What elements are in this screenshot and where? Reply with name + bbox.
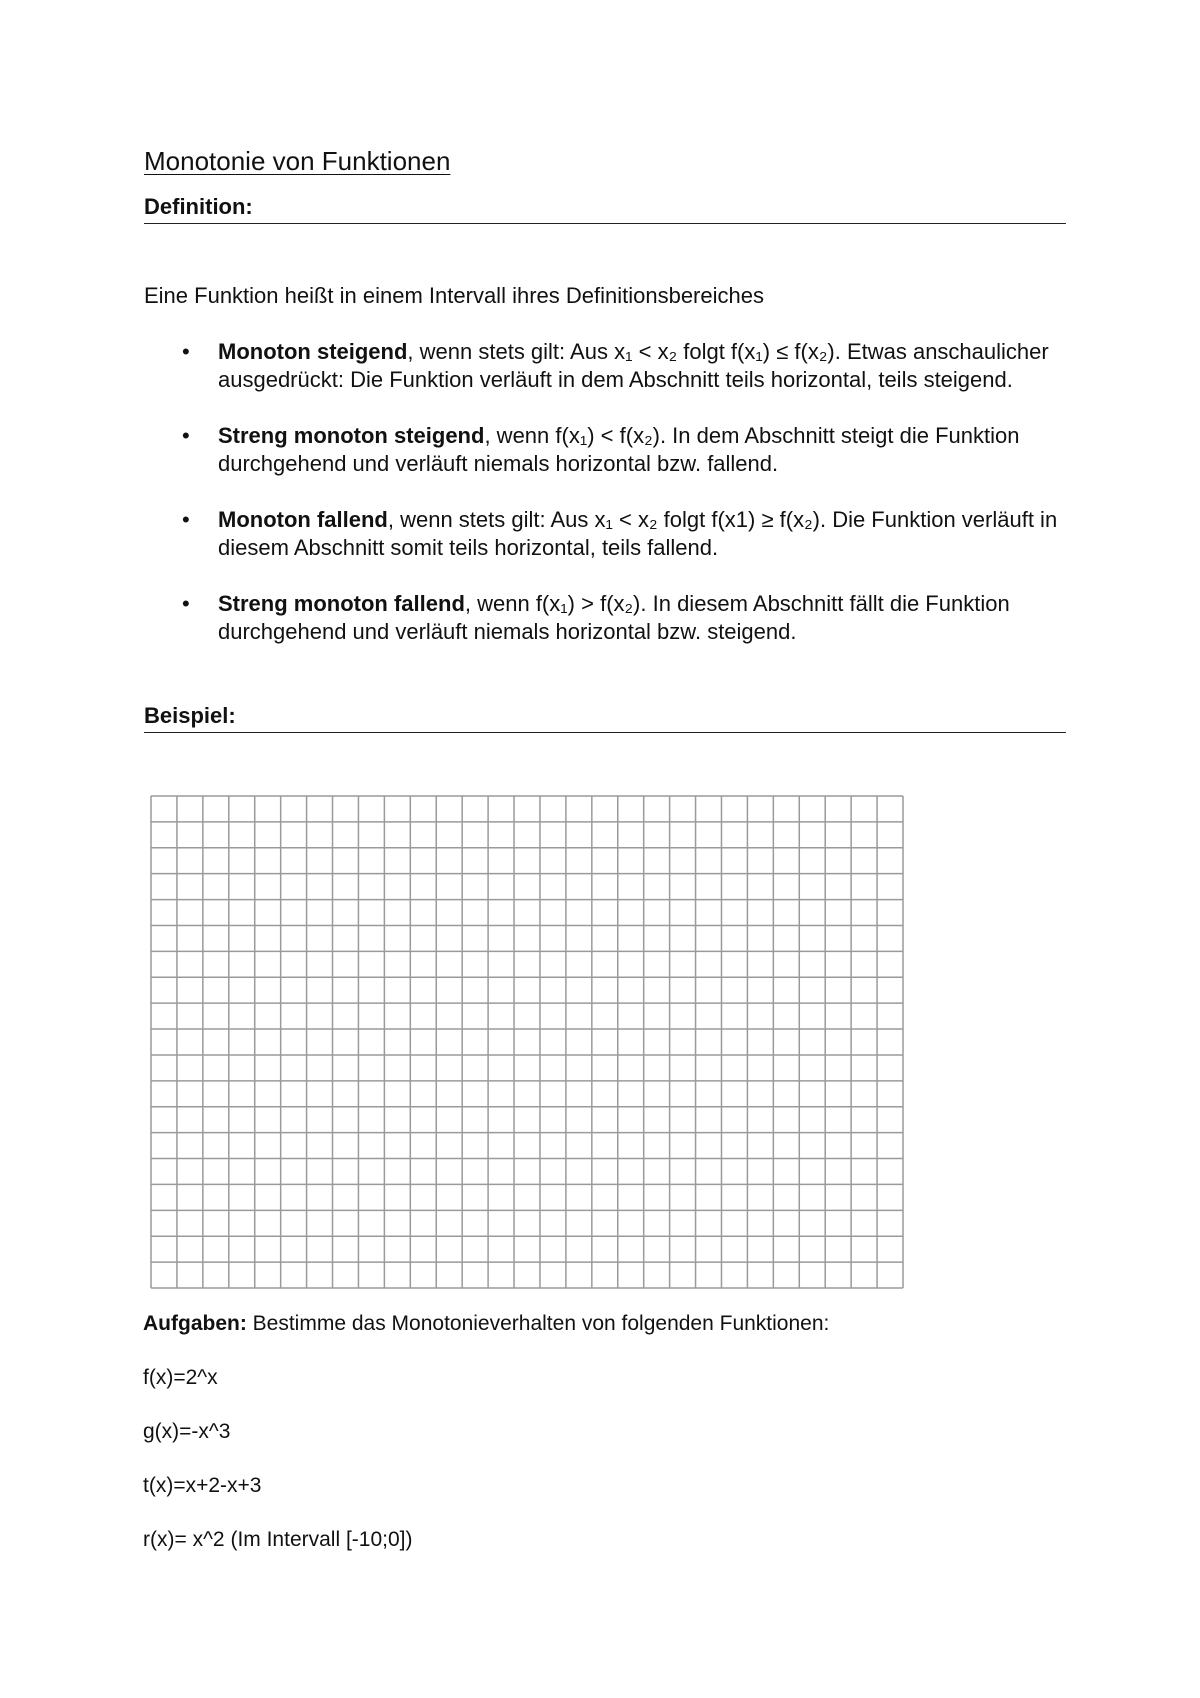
function-t: t(x)=x+2-x+3: [143, 1474, 262, 1497]
list-item: [144, 590, 1074, 646]
graph-grid-svg: [150, 795, 904, 1289]
term-streng-monoton-steigend: Streng monoton steigend: [218, 423, 485, 448]
term-monoton-steigend: Monoton steigend: [218, 339, 408, 364]
list-item: [144, 338, 1074, 394]
term-monoton-fallend: Monoton fallend: [218, 507, 388, 532]
tasks-line: [143, 1312, 829, 1336]
term-streng-monoton-fallend: Streng monoton fallend: [218, 591, 465, 616]
list-item: [144, 506, 1074, 562]
function-r: r(x)= x^2 (Im Intervall [-10;0]): [143, 1528, 413, 1551]
definition-text: , wenn f(x₁) < f(x₂). In dem Abschnitt steigt die Funktion durchgehend und verläuft niemals horizontal bzw. fallend.: [218, 423, 1020, 476]
definition-text: , wenn stets gilt: Aus x₁ < x₂ folgt f(x₁) ≤ f(x₂). Etwas anschaulicher ausgedrückt: Die Funktion verläuft in dem Abschnitt teils horizontal, teils steigend.: [218, 339, 1049, 392]
list-item: [144, 422, 1074, 478]
definition-list: [144, 338, 1074, 674]
bullet-icon: •: [182, 339, 190, 364]
bullet-icon: •: [182, 507, 190, 532]
tasks-label: Aufgaben:: [143, 1312, 247, 1335]
bullet-icon: •: [182, 423, 190, 448]
page-title: Monotonie von Funktionen: [144, 146, 451, 176]
graph-grid[interactable]: [150, 795, 904, 1294]
definition-intro: Eine Funktion heißt in einem Intervall ihres Definitionsbereiches: [144, 283, 764, 308]
example-heading: Beispiel:: [144, 703, 1066, 733]
definition-heading: Definition:: [144, 194, 1066, 224]
definition-text: , wenn stets gilt: Aus x₁ < x₂ folgt f(x1) ≥ f(x₂). Die Funktion verläuft in diesem Abschnitt somit teils horizontal, teils fallend.: [218, 507, 1058, 560]
definition-text: , wenn f(x₁) > f(x₂). In diesem Abschnitt fällt die Funktion durchgehend und verläuft niemals horizontal bzw. steigend.: [218, 591, 1010, 644]
function-g: g(x)=-x^3: [143, 1420, 231, 1443]
bullet-icon: •: [182, 591, 190, 616]
tasks-instruction: Bestimme das Monotonieverhalten von folgenden Funktionen:: [246, 1312, 830, 1335]
function-f: f(x)=2^x: [143, 1366, 218, 1389]
